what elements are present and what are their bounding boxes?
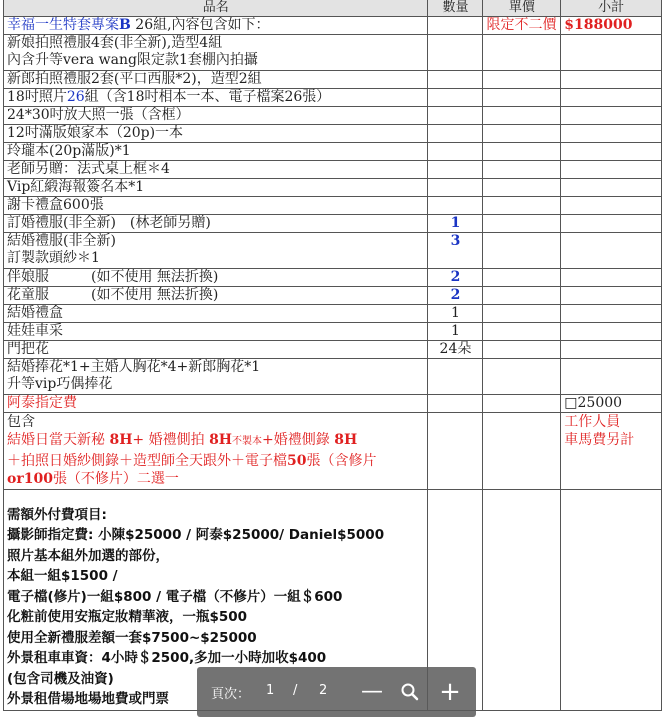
table-row: 結婚禮服(非全新) 訂製款頭紗＊1 3 [4,232,662,268]
table-header [4,0,662,16]
table-row: 結婚禮盒 1 [4,304,662,322]
page-label: 頁次： [211,687,251,702]
table-row: 伴娘服 (如不使用 無法折換) 2 [4,268,662,286]
table-row: 花童服 (如不使用 無法折換) 2 [4,286,662,304]
table-row: 12吋滿版娘家本（20p)一本 [4,124,662,142]
table-row: 包含 結婚日當天新秘 8H+ 婚禮側拍 8H不製本+婚禮側錄 8H ＋拍照日婚紗側錄＋造型師全天跟外＋電子檔50張（含修片 or100張（不修片）二選一 工作人員 車馬費另計 [4,412,662,489]
table-row: 訂婚禮服(非全新) (林老師另贈) 1 [4,214,662,232]
page-toolbar [197,667,476,717]
zoom-icon[interactable] [395,677,425,707]
table-row: 結婚捧花*1+主婚人胸花*4+新郎胸花*1 升等vip巧偶捧花 [4,358,662,394]
quote-table [3,0,662,711]
table-row: 玲瓏本(20p滿版)*1 [4,142,662,160]
table-row: 18吋照片26組（含18吋相本一本、電子檔案26張） [4,88,662,106]
package-unit-price: 限定不二價 [483,16,561,34]
table-row: Vip紅緞海報簽名本*1 [4,178,662,196]
table-row: 24*30吋放大照一張（含框） [4,106,662,124]
extra-fees: 需額外付費項目: 攝影師指定費: 小陳$25000 / 阿泰$25000/ Daniel$5000 照片基本組外加選的部份， 本組一組$1500 / 電子檔(修片)一組$800 / 電子檔（不修片）一組＄600 化粧前使用安瓶定妝精華液，一瓶$500 使用全新禮服差額一套$7500~$25000 外景租車車資：4小時＄2500,多加一小時加收$400 (包含司機及油資) 外景租借場地場地費或門票 [4,489,428,710]
table-row: 娃娃車采 1 [4,322,662,340]
table-row: 新娘拍照禮服4套(非全新),造型4組 內含升等vera wang限定款1套棚內拍攝 [4,34,662,70]
header-sub: 小計 [561,0,662,16]
package-title: 幸福一生特套專案B 26組,內容包含如下： [4,16,428,34]
package-subtotal: $188000 [561,16,662,34]
table-row: 新郎拍照禮服2套(平口西服*2)，造型2組 [4,70,662,88]
zoom-in-button[interactable]: + [439,677,461,707]
header-name: 品名 [4,0,428,16]
total-pages: 2 [319,683,328,698]
header-unit: 單價 [483,0,561,16]
zoom-out-button[interactable]: — [361,679,383,704]
table-row: 門把花 24朵 [4,340,662,358]
table-row: 老師另贈：法式桌上框＊4 [4,160,662,178]
table-row-package [4,16,662,34]
header-qty: 數量 [428,0,483,16]
table-row: 謝卡禮盒600張 [4,196,662,214]
page-separator: / [293,683,298,698]
current-page[interactable]: 1 [266,683,275,698]
table-row: 阿泰指定費 □25000 [4,394,662,412]
